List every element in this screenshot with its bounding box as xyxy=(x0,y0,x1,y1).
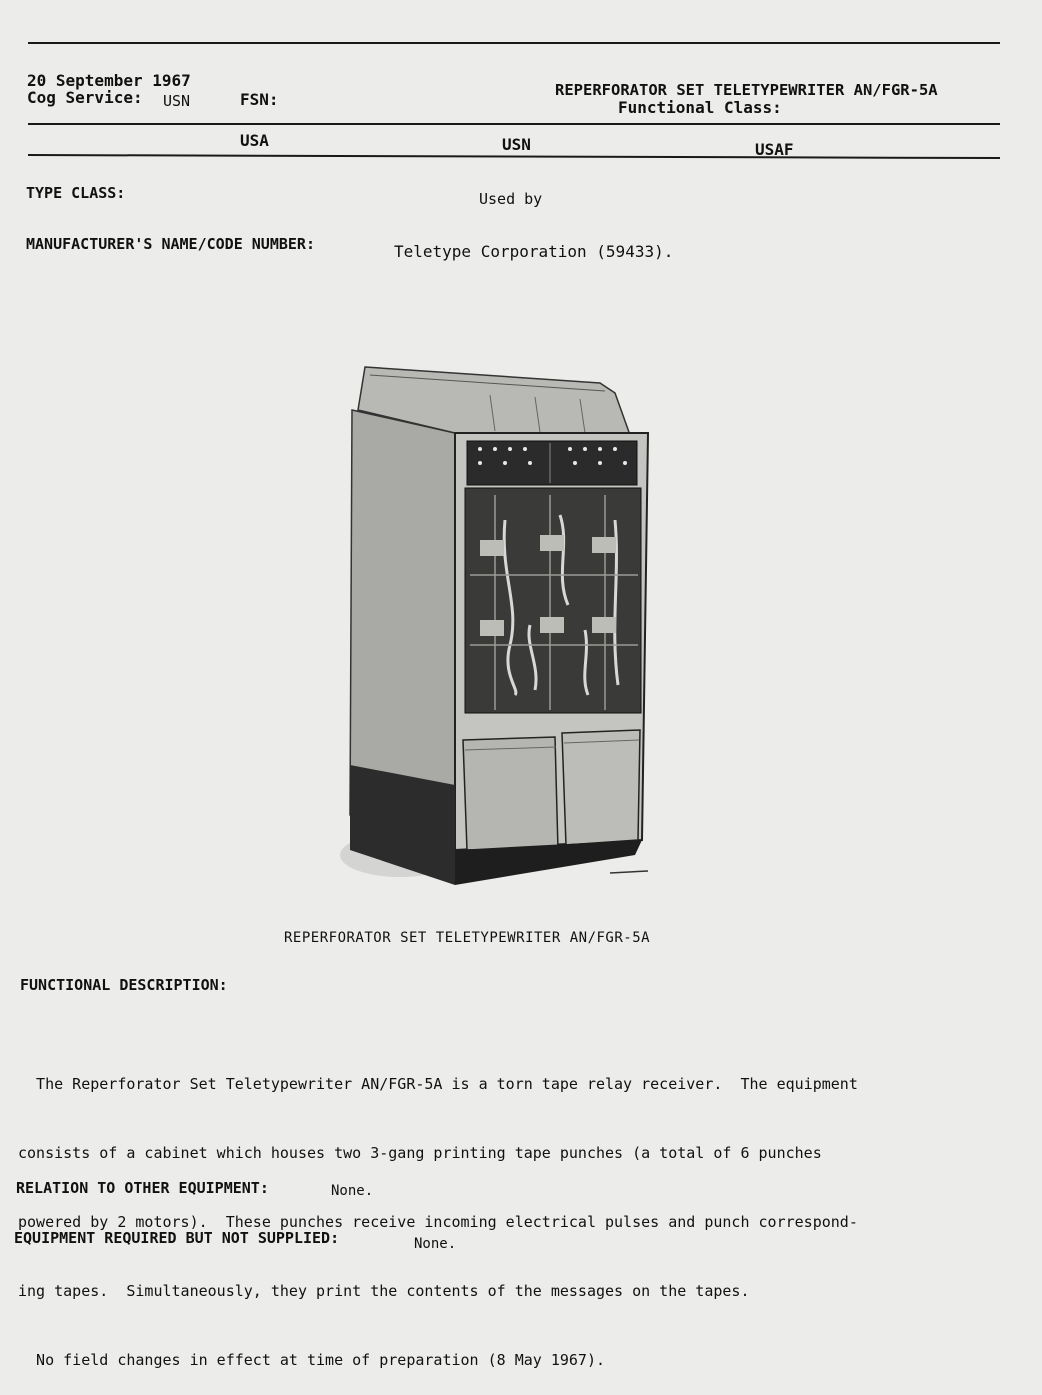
photo-caption: REPERFORATOR SET TELETYPEWRITER AN/FGR-5A xyxy=(284,930,651,946)
description-line: No field changes in effect at time of preparation (8 May 1967). xyxy=(18,1351,605,1369)
service-usa: USA xyxy=(240,131,269,150)
required-value: None. xyxy=(414,1236,457,1252)
top-rule xyxy=(28,42,1000,44)
equipment-photo xyxy=(330,345,660,890)
description-line: powered by 2 motors). These punches receive incoming electrical pulses and punch correspond- xyxy=(18,1213,858,1231)
header-rule xyxy=(28,123,1000,125)
required-label: EQUIPMENT REQUIRED BUT NOT SUPPLIED: xyxy=(14,1229,340,1247)
manufacturer-value: Teletype Corporation (59433). xyxy=(394,242,674,261)
date: 20 September 1967 xyxy=(27,71,191,90)
tape-bin-left xyxy=(463,737,558,850)
description-line: The Reperforator Set Teletypewriter AN/FGR-5A is a torn tape relay receiver. The equipment xyxy=(18,1075,858,1093)
functional-description-label: FUNCTIONAL DESCRIPTION: xyxy=(20,976,228,994)
functional-class-label: Functional Class: xyxy=(618,98,782,117)
type-class-label: TYPE CLASS: xyxy=(26,184,126,202)
service-usaf: USAF xyxy=(755,140,794,159)
description-line: ing tapes. Simultaneously, they print the contents of the messages on the tapes. xyxy=(18,1282,750,1300)
relation-label: RELATION TO OTHER EQUIPMENT: xyxy=(16,1179,269,1197)
control-panel xyxy=(467,441,637,485)
services-rule xyxy=(28,154,1000,159)
manufacturer-label: MANUFACTURER'S NAME/CODE NUMBER: xyxy=(26,235,315,253)
relation-value: None. xyxy=(331,1183,374,1199)
used-by-label: Used by xyxy=(479,190,543,208)
cog-service-value: USN xyxy=(163,92,191,110)
functional-description-text xyxy=(18,1027,858,1395)
service-usn: USN xyxy=(502,135,531,154)
cog-service-label: Cog Service: xyxy=(27,88,143,107)
description-line: consists of a cabinet which houses two 3-gang printing tape punches (a total of 6 punches xyxy=(18,1144,822,1162)
fsn-label: FSN: xyxy=(240,90,279,109)
tape-bin-right xyxy=(562,730,640,845)
document-title: REPERFORATOR SET TELETYPEWRITER AN/FGR-5A xyxy=(555,81,938,99)
